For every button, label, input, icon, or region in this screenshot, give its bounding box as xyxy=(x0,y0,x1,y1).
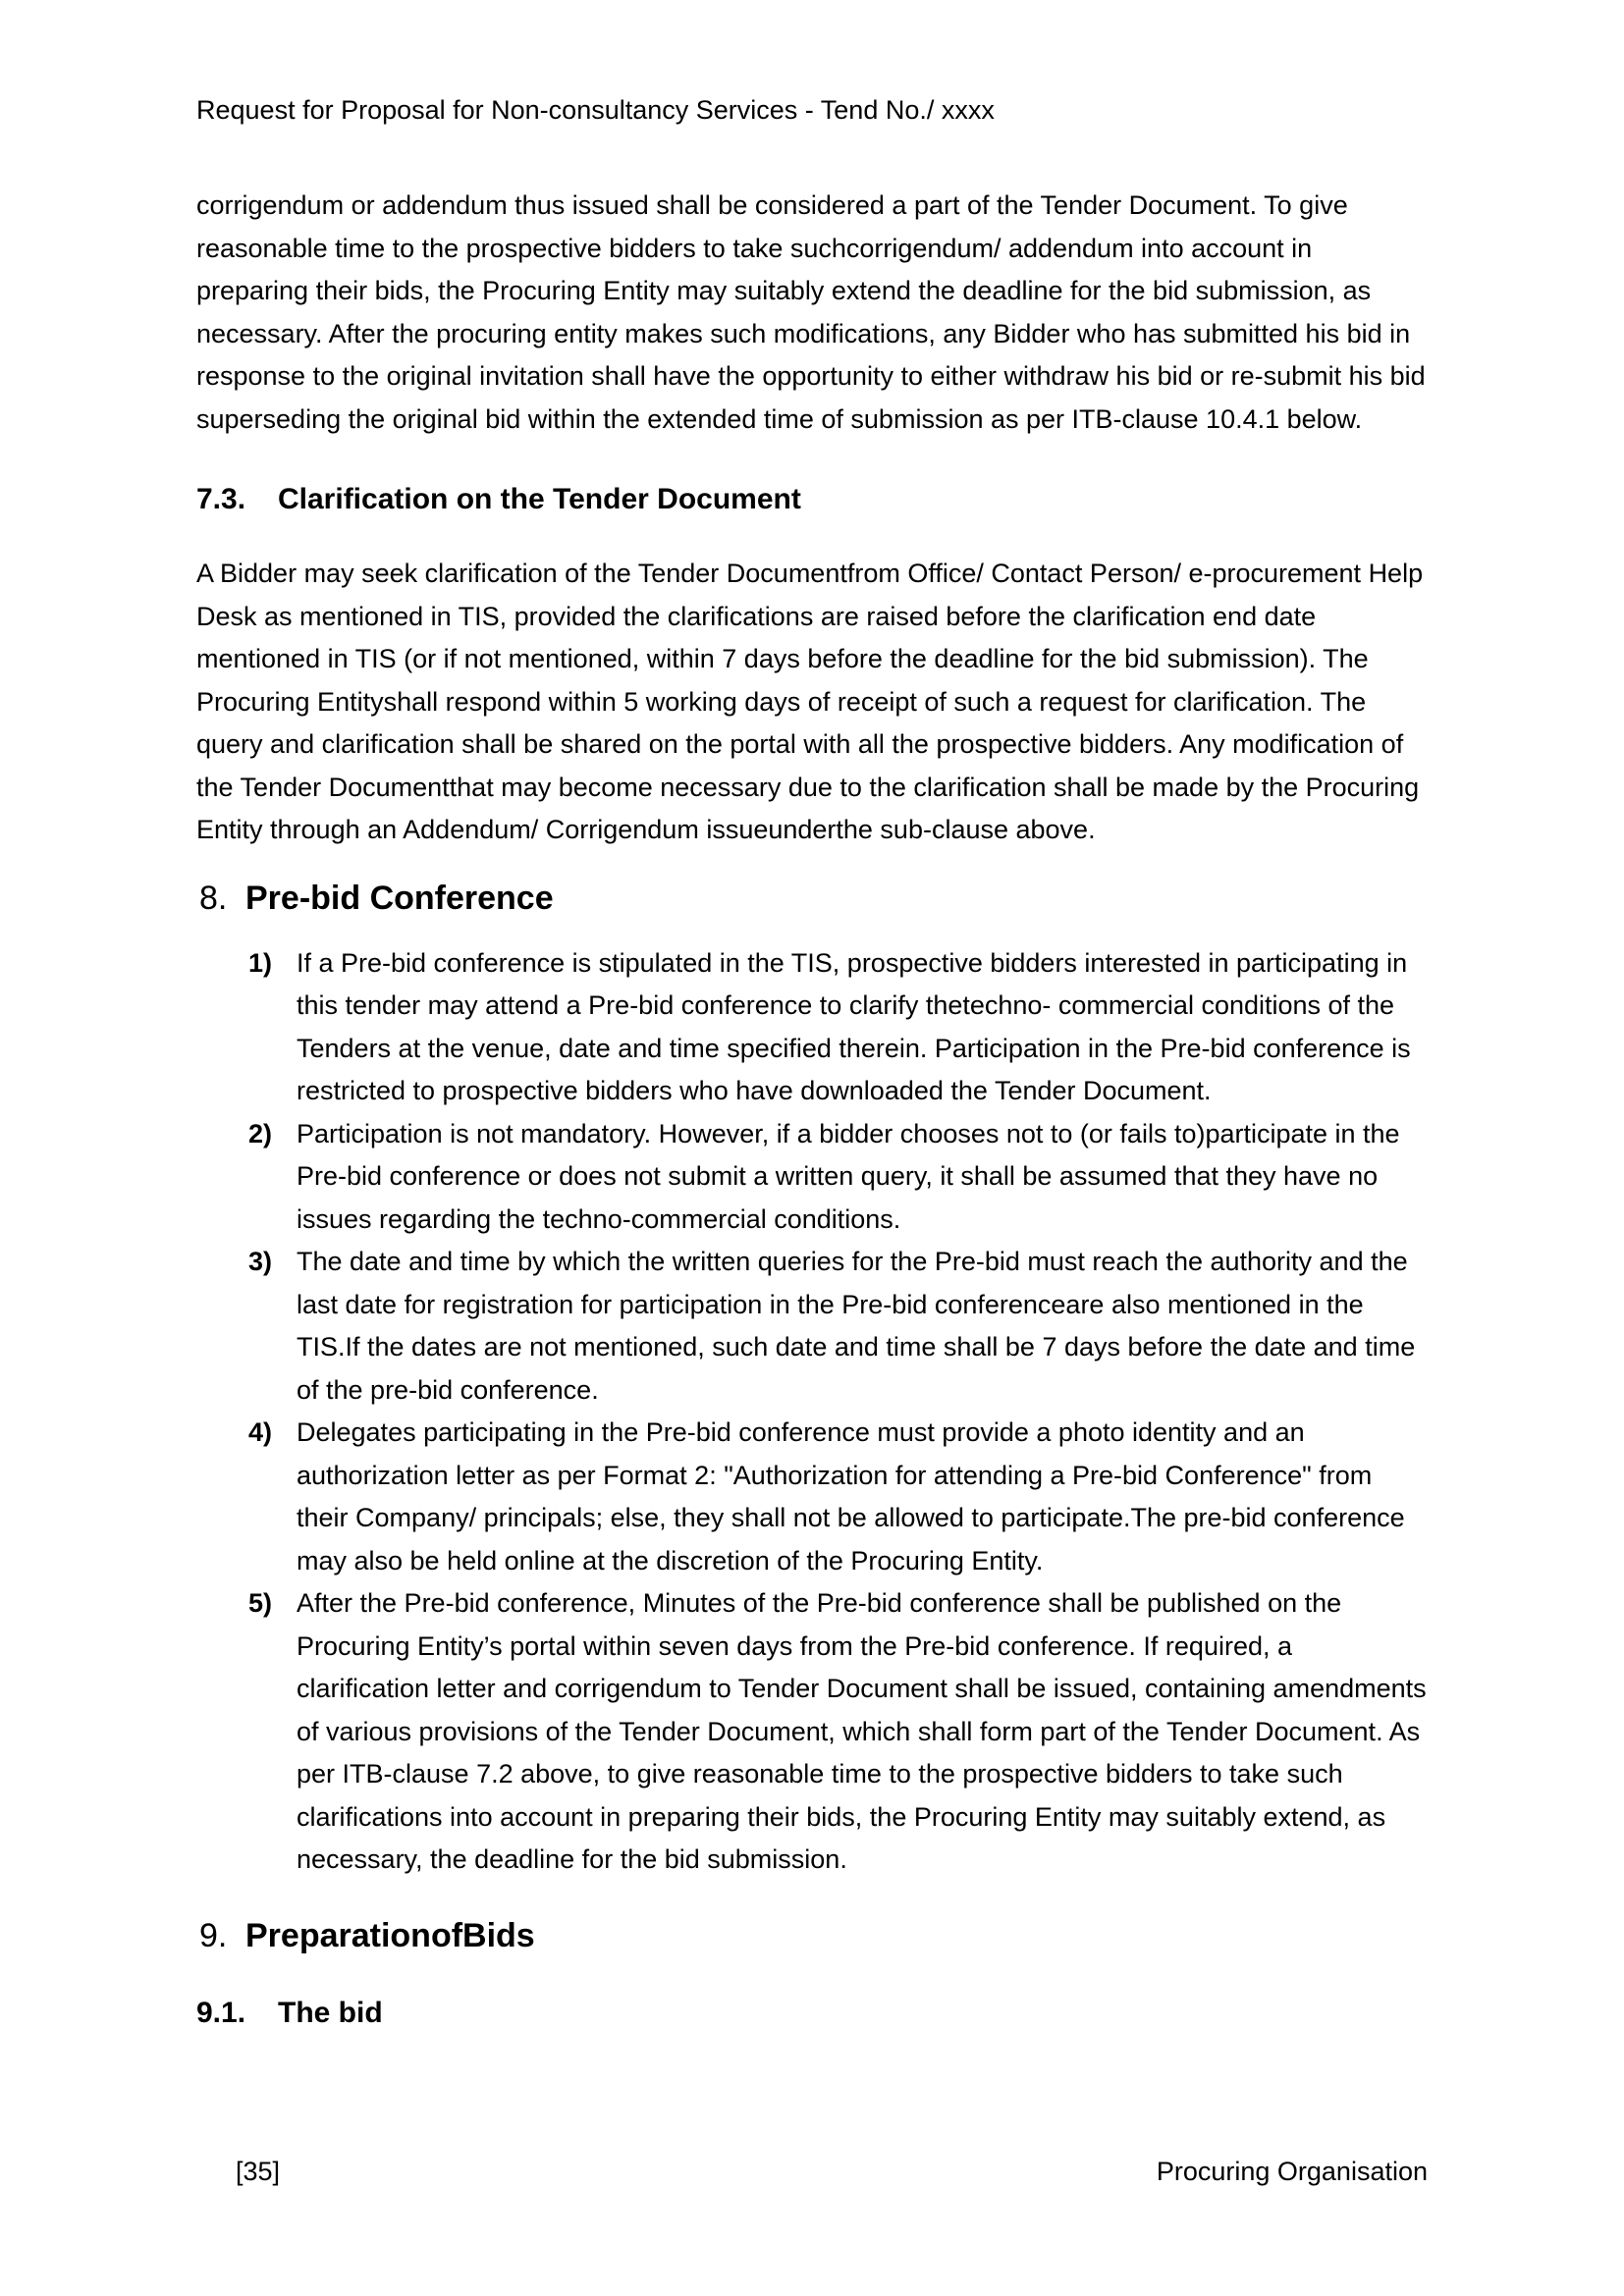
footer-page-number: [35] xyxy=(236,2157,281,2186)
heading-7-3-title: Clarification on the Tender Document xyxy=(278,483,801,515)
list-item xyxy=(196,1241,1430,1412)
paragraph-corrigendum: corrigendum or addendum thus issued shall be considered a part of the Tender Document. To give reasonable time to the prospective bidders to take suchcorrigendum/ addendum into account in preparing their bids, the Procuring Entity may suitably extend the deadline for the bid submission, as necessary. After the procuring entity makes such modifications, any Bidder who has submitted his bid in response to the original invitation shall have the opportunity to either withdraw his bid or re-submit his bid superseding the original bid within the extended time of submission as per ITB-clause 10.4.1 below. xyxy=(196,190,1426,434)
paragraph-clarification: A Bidder may seek clarification of the Tender Documentfrom Office/ Contact Person/ e-procurement Help Desk as mentioned in TIS, provided the clarifications are raised before the clarification end date mentioned in TIS (or if not mentioned, within 7 days before the deadline for the bid submission). The Procuring Entityshall respond within 5 working days of receipt of such a request for clarification. The query and clarification shall be shared on the portal with all the prospective bidders. Any modification of the Tender Documentthat may become necessary due to the clarification shall be made by the Procuring Entity through an Addendum/ Corrigendum issueunderthe sub-clause above. xyxy=(196,559,1424,844)
prebid-conference-list xyxy=(196,942,1430,1882)
list-item xyxy=(196,1582,1430,1882)
heading-9-title: PreparationofBids xyxy=(245,1916,535,1954)
list-item-marker: 4) xyxy=(248,1417,273,1447)
list-item-text: Delegates participating in the Pre-bid conference must provide a photo identity and an authorization letter as per Format 2: "Authorization for attending a Pre-bid Conference" from their Company/ principals; else, they shall not be allowed to participate.The pre-bid conference may also be held online at the discretion of the Procuring Entity. xyxy=(297,1417,1405,1575)
list-item-marker: 5) xyxy=(248,1588,273,1618)
list-item xyxy=(196,1412,1430,1582)
list-item xyxy=(196,942,1430,1113)
list-item-text: The date and time by which the written queries for the Pre-bid must reach the authority and the last date for registration for participation in the Pre-bid conferenceare also mentioned in the TIS.If the dates are not mentioned, such date and time shall be 7 days before the date and time of the pre-bid conference. xyxy=(297,1247,1416,1405)
heading-9 xyxy=(199,1911,1430,1960)
heading-9-1 xyxy=(196,1994,1430,2033)
list-item-marker: 1) xyxy=(248,947,273,978)
heading-8 xyxy=(199,874,1430,923)
footer-organisation: Procuring Organisation xyxy=(1156,2157,1428,2186)
list-item-marker: 2) xyxy=(248,1118,273,1148)
heading-7-3-number: 7.3. xyxy=(196,483,246,515)
list-item-text: After the Pre-bid conference, Minutes of the Pre-bid conference shall be published on the Procuring Entity’s portal within seven days from the Pre-bid conference. If required, a clarification letter and corrigendum to Tender Document shall be issued, containing amendments of various provisions of the Tender Document, which shall form part of the Tender Document. As per ITB-clause 7.2 above, to give reasonable time to the prospective bidders to take such clarifications into account in preparing their bids, the Procuring Entity may suitably extend, as necessary, the deadline for the bid submission. xyxy=(297,1588,1427,1874)
heading-7-3 xyxy=(196,480,1430,519)
heading-8-title: Pre-bid Conference xyxy=(245,879,554,917)
list-item xyxy=(196,1113,1430,1242)
list-item-text: Participation is not mandatory. However, if a bidder chooses not to (or fails to)participate in the Pre-bid conference or does not submit a written query, it shall be assumed that they have no issues regarding the techno-commercial conditions. xyxy=(297,1118,1400,1234)
running-footer xyxy=(236,2156,1428,2187)
heading-9-1-title: The bid xyxy=(278,1996,383,2029)
list-item-marker: 3) xyxy=(248,1247,273,1276)
list-item-text: If a Pre-bid conference is stipulated in the TIS, prospective bidders interested in participating in this tender may attend a Pre-bid conference to clarify thetechno- commercial conditions of the Tenders at the venue, date and time specified therein. Participation in the Pre-bid conference is restricted to prospective bidders who have downloaded the Tender Document. xyxy=(297,947,1411,1105)
page-content xyxy=(196,185,1430,2033)
heading-9-1-number: 9.1. xyxy=(196,1996,246,2029)
running-header: Request for Proposal for Non-consultancy Services - Tend No./ xxxx xyxy=(196,95,995,125)
heading-9-number: 9. xyxy=(199,1916,228,1954)
heading-8-number: 8. xyxy=(199,879,228,917)
